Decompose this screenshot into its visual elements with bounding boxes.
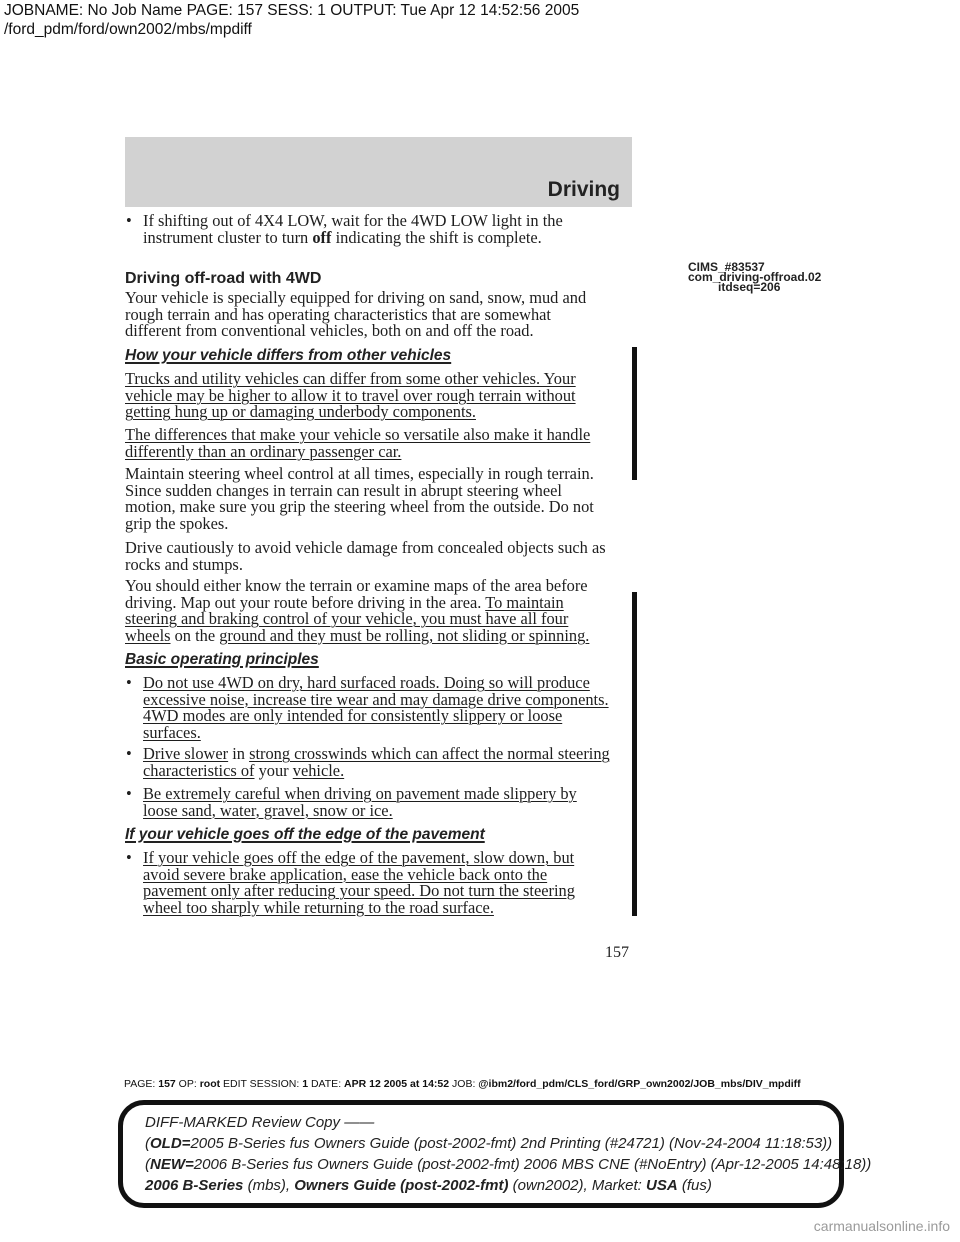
job-header-line: JOBNAME: No Job Name PAGE: 157 SESS: 1 OUTPUT: Tue Apr 12 14:52:56 2005 [4,2,580,19]
watermark: carmanualsonline.info [813,1218,950,1234]
basic-bullet-1: • Do not use 4WD on dry, hard surfaced roads. Doing so will produce excessive noise, increase tire wear and may damage drive components. 4WD modes are only intended for consistently slippery or loose surfaces. [126,673,609,742]
differs-paragraph-2: The differences that make your vehicle so versatile also make it handle differently than an ordinary passenger car. [125,425,591,461]
bullet-glyph: • [126,784,132,803]
section-header-band [125,137,632,207]
review-line-1: DIFF-MARKED Review Copy —— [145,1114,375,1131]
change-bar [632,347,637,480]
intro-line-2: instrument cluster to turn off indicating the shift is complete. [143,227,542,247]
intro-line-1: If shifting out of 4X4 LOW, wait for the 4WD LOW light in the [143,211,563,230]
bullet-glyph: • [126,673,132,692]
differs-paragraph-3: Maintain steering wheel control at all times, especially in rough terrain. Since sudden changes in terrain can result in abrupt steering wheel motion, make sure you grip the steering wheel from the outside. Do not grip the spokes. [125,464,594,533]
basic-heading: Basic operating principles [125,651,319,668]
differs-paragraph-1: Trucks and utility vehicles can differ from some other vehicles. Your vehicle may be higher to allow it to travel over rough terrain without getting hung up or damaging underbody components. [125,369,576,421]
bullet-glyph: • [126,848,132,867]
pavement-heading: If your vehicle goes off the edge of the pavement [125,826,485,843]
basic-bullet-2: • Drive slower in strong crosswinds which can affect the normal steering characteristics of your vehicle. [126,744,610,780]
cims-marker: CIMS_#83537 com_driving-offroad.02 itdseq=206 [688,260,822,294]
section-title: Driving [547,178,620,201]
review-line-old: (OLD=2005 B-Series fus Owners Guide (post-2002-fmt) 2nd Printing (#24721) (Nov-24-2004 11:18:53)) [145,1135,833,1152]
differs-heading: How your vehicle differs from other vehicles [125,347,452,364]
bullet-glyph: • [126,211,132,230]
offroad-heading: Driving off-road with 4WD [125,270,322,287]
page-info-line: PAGE: 157 OP: root EDIT SESSION: 1 DATE: APR 12 2005 at 14:52 JOB: @ibm2/ford_pdm/CLS_ford/GRP_own2002/JOB_mbs/DIV_mpdiff [124,1078,801,1090]
change-bar [632,592,637,916]
page-number: 157 [605,944,629,961]
job-path-line: /ford_pdm/ford/own2002/mbs/mpdiff [4,21,252,38]
differs-paragraph-5: You should either know the terrain or examine maps of the area before driving. Map out your route before driving in the area. To maintain steering and braking control of your vehicle, you must have all four wheels on the ground and they must be rolling, not sliding or spinning. [125,576,590,645]
review-copy-box [118,1100,872,1208]
pavement-bullet-1: • If your vehicle goes off the edge of the pavement, slow down, but avoid severe brake application, ease the vehicle back onto the pavement only after reducing your speed. Do not turn the steering wheel too sharply while returning to the road surface. [126,848,575,917]
intro-bullet [126,213,606,249]
review-line-product: 2006 B-Series (mbs), Owners Guide (post-2002-fmt) (own2002), Market: USA (fus) [145,1177,712,1194]
review-line-new: (NEW=2006 B-Series fus Owners Guide (post-2002-fmt) 2006 MBS CNE (#NoEntry) (Apr-12-2005 14:48:18)) [145,1156,872,1173]
differs-paragraph-4: Drive cautiously to avoid vehicle damage from concealed objects such as rocks and stumps. [125,538,606,574]
bullet-glyph: • [126,744,132,763]
offroad-paragraph: Your vehicle is specially equipped for driving on sand, snow, mud and rough terrain and has operating characteristics that are somewhat different from conventional vehicles, both on and off the road. [125,288,587,340]
basic-bullet-3: • Be extremely careful when driving on pavement made slippery by loose sand, water, gravel, snow or ice. [126,784,577,820]
